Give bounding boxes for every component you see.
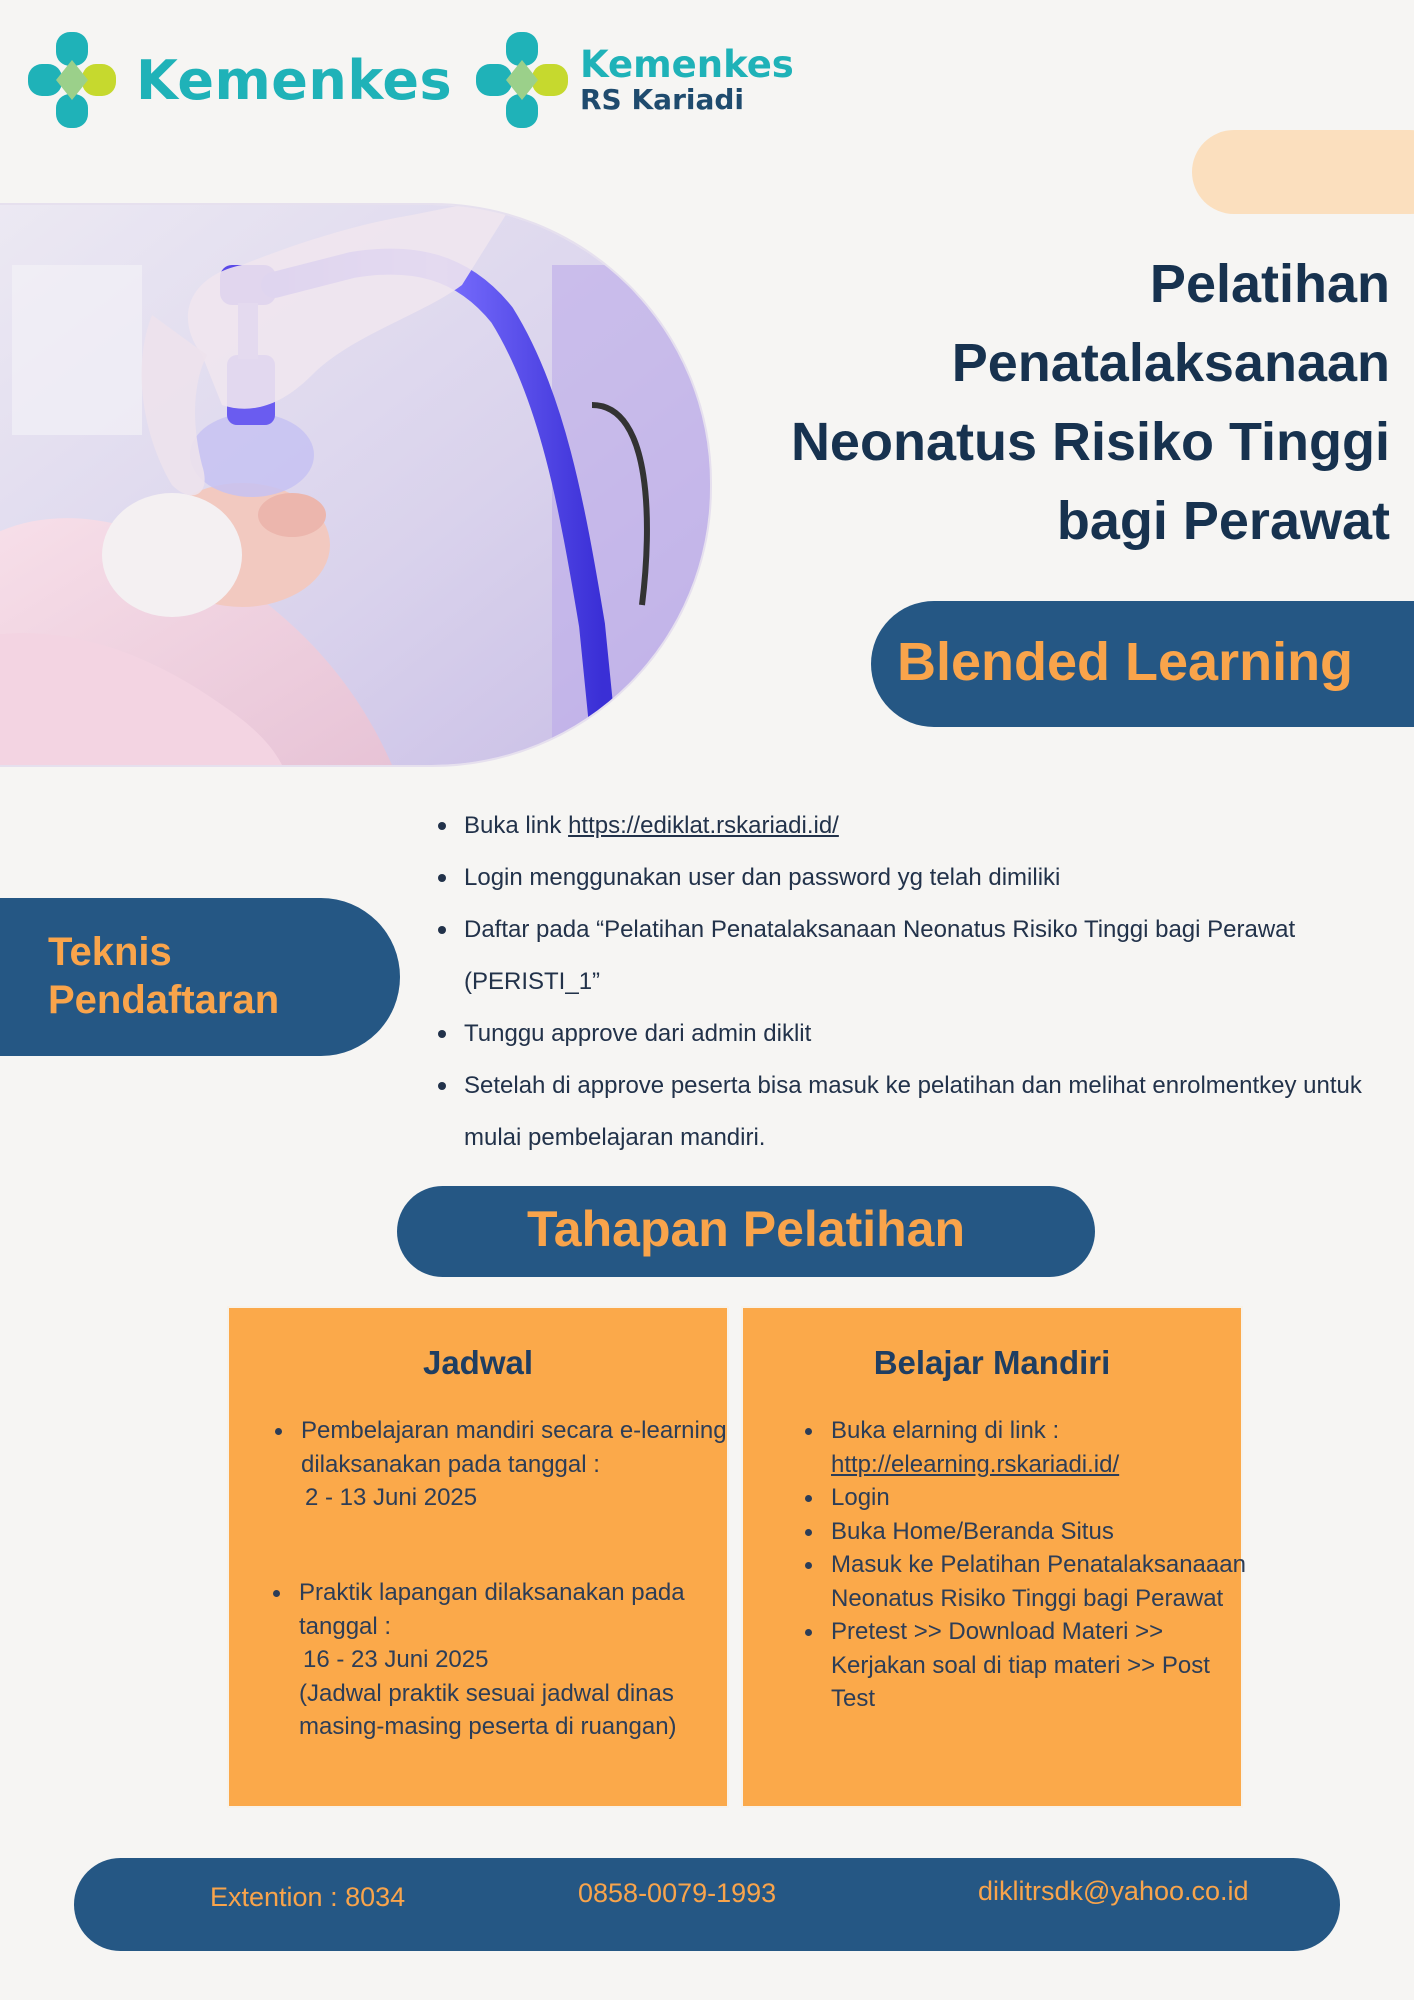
contact-footer xyxy=(74,1858,1340,1951)
title-line: Neonatus Risiko Tinggi xyxy=(790,412,1390,472)
stages-heading-banner xyxy=(397,1186,1095,1277)
self-study-item xyxy=(831,1414,1251,1481)
schedule-item1-text: Pembelajaran mandiri secara e-learning dilaksanakan pada tanggal : xyxy=(301,1417,727,1478)
blended-learning-label: Blended Learning xyxy=(897,632,1354,692)
schedule-list-practice xyxy=(265,1576,729,1744)
schedule-item xyxy=(299,1576,729,1744)
registration-step: Daftar pada “Pelatihan Penatalaksanaan Neonatus Risiko Tinggi bagi Perawat (PERISTI_1” xyxy=(464,904,1414,1008)
registration-heading-line1: Teknis xyxy=(48,930,172,974)
self-study-item1-text: Buka elarning di link : xyxy=(831,1417,1060,1444)
extension-number: Extention : 8034 xyxy=(210,1882,406,1912)
schedule-item1-date: 2 - 13 Juni 2025 xyxy=(305,1484,478,1511)
title-line: Pelatihan xyxy=(1149,254,1390,314)
schedule-list-elearning xyxy=(267,1414,731,1515)
self-study-item: Masuk ke Pelatihan Penatalaksanaaan Neonatus Risiko Tinggi bagi Perawat xyxy=(831,1548,1251,1615)
registration-step xyxy=(464,800,1414,852)
registration-step: Login menggunakan user dan password yg telah dimiliki xyxy=(464,852,1414,904)
self-study-title: Belajar Mandiri xyxy=(873,1344,1111,1381)
self-study-item: Buka Home/Beranda Situs xyxy=(831,1515,1251,1549)
registration-steps xyxy=(434,800,1414,1164)
rs-kariadi-logo xyxy=(474,30,794,130)
email-address[interactable]: diklitrsdk@yahoo.co.id xyxy=(978,1876,1249,1906)
title-line: Penatalaksanaan xyxy=(951,333,1390,393)
blended-learning-banner xyxy=(871,601,1414,727)
phone-number[interactable]: 0858-0079-1993 xyxy=(578,1878,777,1908)
neonate-photo-illustration xyxy=(0,205,710,765)
registration-step1-prefix: Buka link xyxy=(464,812,569,839)
rs-kariadi-logo-line2: RS Kariadi xyxy=(580,82,745,116)
kemenkes-logo-icon xyxy=(26,30,118,130)
rs-kariadi-logo-line1: Kemenkes xyxy=(580,42,794,86)
registration-step: Setelah di approve peserta bisa masuk ke pelatihan dan melihat enrolmentkey untuk mulai pembelajaran mandiri. xyxy=(464,1060,1414,1164)
registration-heading xyxy=(48,928,279,1024)
ediklat-link[interactable]: https://ediklat.rskariadi.id/ xyxy=(568,812,839,839)
decorative-peach-pill xyxy=(1192,130,1414,214)
rs-kariadi-logo-text xyxy=(580,42,794,116)
registration-heading-banner xyxy=(0,898,400,1056)
kemenkes-logo-text: Kemenkes xyxy=(136,48,453,112)
self-study-item: Pretest >> Download Materi >> Kerjakan soal di tiap materi >> Post Test xyxy=(831,1615,1251,1716)
schedule-item2-note: (Jadwal praktik sesuai jadwal dinas masing-masing peserta di ruangan) xyxy=(299,1679,677,1740)
schedule-box xyxy=(229,1308,727,1806)
registration-heading-line2: Pendaftaran xyxy=(48,978,280,1022)
title-line: bagi Perawat xyxy=(1056,491,1390,551)
rs-kariadi-logo-icon xyxy=(474,30,570,130)
self-study-item: Login xyxy=(831,1481,1251,1515)
self-study-box xyxy=(743,1308,1246,1806)
stages-heading: Tahapan Pelatihan xyxy=(526,1201,966,1257)
training-title xyxy=(710,245,1390,561)
schedule-title: Jadwal xyxy=(422,1344,534,1381)
neonate-ventilation-photo xyxy=(0,203,712,767)
registration-step: Tunggu approve dari admin diklit xyxy=(464,1008,1414,1060)
schedule-item2-text: Praktik lapangan dilaksanakan pada tanggal : xyxy=(299,1579,685,1640)
elearning-link[interactable]: http://elearning.rskariadi.id/ xyxy=(831,1450,1120,1478)
schedule-item2-date: 16 - 23 Juni 2025 xyxy=(303,1646,489,1673)
schedule-item xyxy=(301,1414,731,1515)
kemenkes-logo xyxy=(26,30,452,130)
self-study-list xyxy=(797,1414,1251,1716)
